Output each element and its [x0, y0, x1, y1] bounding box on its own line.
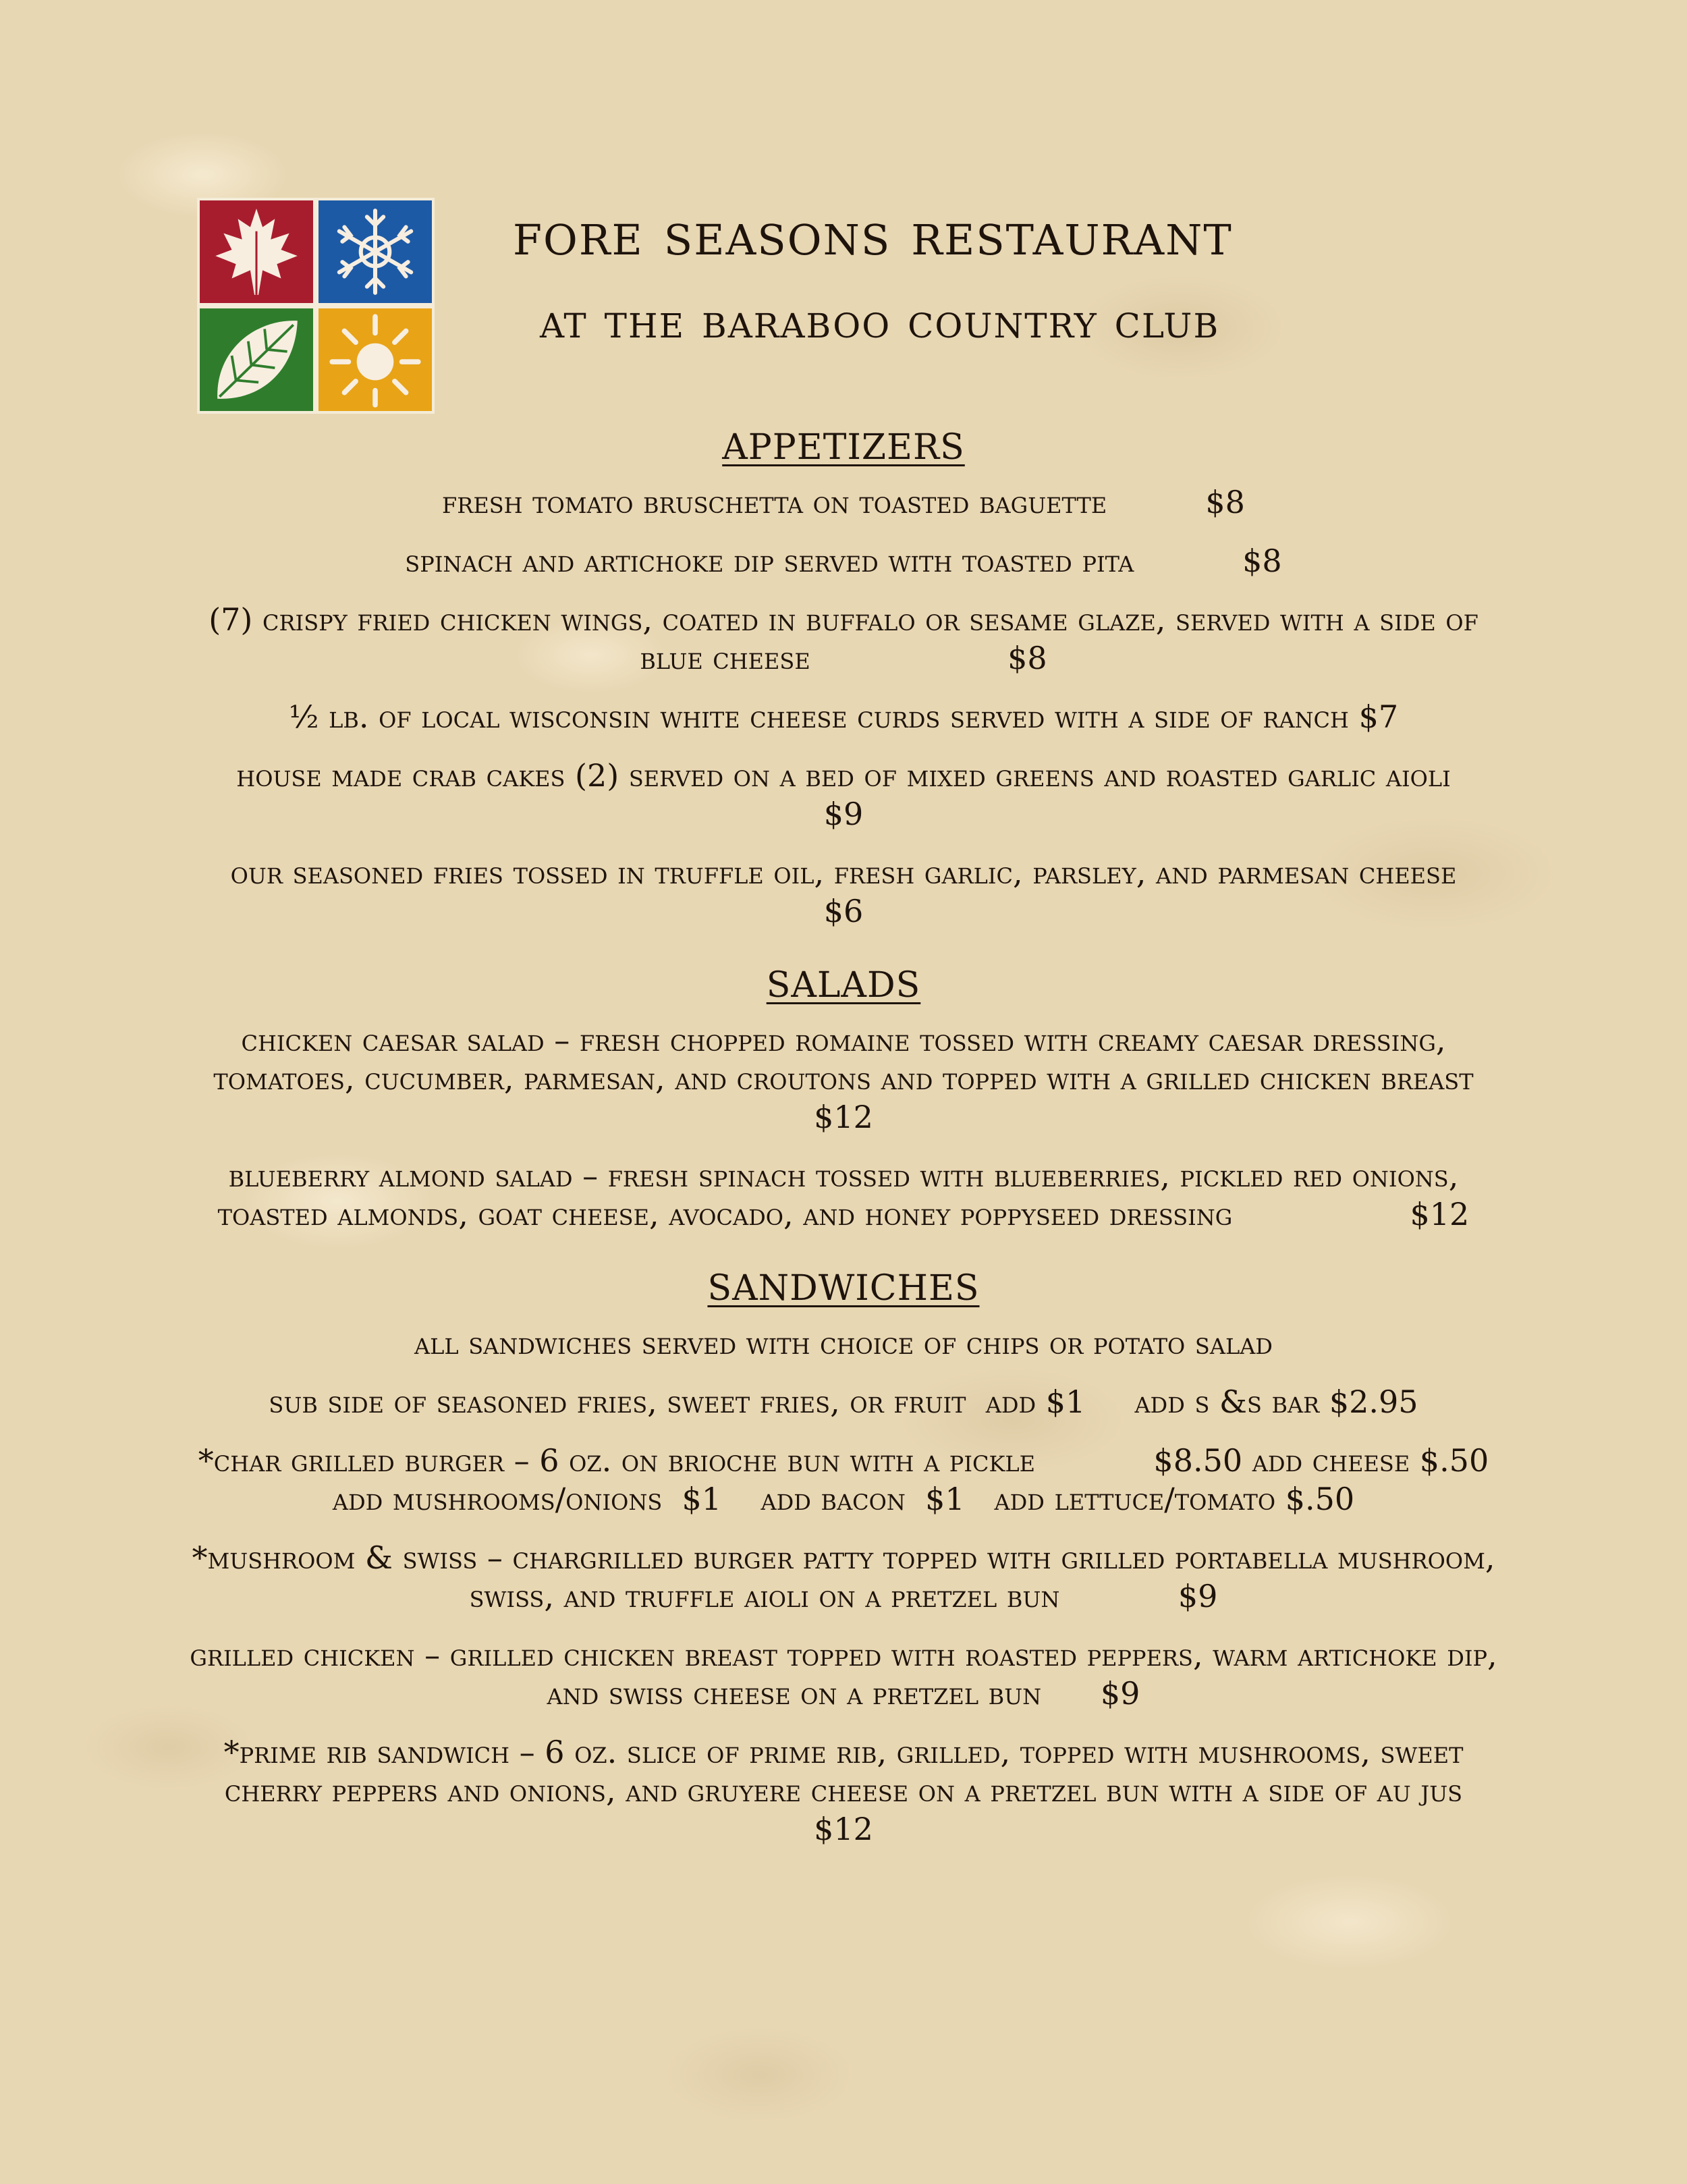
- appetizers-heading: appetizers: [722, 413, 965, 471]
- restaurant-subtitle: at the baraboo country club: [540, 292, 1220, 349]
- sandwiches-section: [189, 1254, 1522, 1849]
- menu-content: [189, 404, 1649, 1869]
- menu-item: fresh tomato bruschetta on toasted baguette $8: [442, 484, 1245, 520]
- menu-item: (7) crispy fried chicken wings, coated in buffalo or sesame glaze, served with a side of blue cheese $8: [209, 601, 1489, 676]
- menu-item: *prime rib sandwich – 6 oz. slice of prime rib, grilled, topped with mushrooms, sweet cherry peppers and onions, and gruyere cheese on a pretzel bun with a side of au jus $12: [223, 1734, 1522, 1847]
- menu-item: our seasoned fries tossed in truffle oil, fresh garlic, parsley, and parmesan cheese $6: [230, 854, 1595, 929]
- sandwiches-heading: sandwiches: [707, 1254, 980, 1312]
- menu-item: chicken caesar salad – fresh chopped romaine tossed with creamy caesar dressing, tomatoes, cucumber, parmesan, and croutons and topped with a grilled chicken breast $12: [213, 1022, 1523, 1135]
- appetizers-section: [189, 413, 1649, 931]
- maple-leaf-icon: [200, 200, 313, 303]
- leaf-icon: [200, 308, 313, 411]
- menu-item: *mushroom & swiss – chargrilled burger patty topped with grilled portabella mushroom, swiss, and truffle aioli on a pretzel bun $9: [192, 1539, 1505, 1614]
- salads-heading: salads: [766, 951, 921, 1009]
- leaf-tile: [200, 308, 313, 411]
- sun-tile: [319, 308, 432, 411]
- menu-item: *char grilled burger – 6 oz. on brioche bun with a pickle $8.50 add cheese $.50 add mushrooms/onions $1 add bacon $1 add lettuce/tomato $.50: [198, 1442, 1519, 1517]
- menu-item: sub side of seasoned fries, sweet fries, or fruit add $1 add s &s bar $2.95: [269, 1384, 1418, 1420]
- snowflake-tile: [319, 200, 432, 303]
- maple-leaf-tile: [200, 200, 313, 303]
- menu-item: spinach and artichoke dip served with toasted pita $8: [405, 543, 1282, 579]
- menu-item: grilled chicken – grilled chicken breast topped with roasted peppers, warm artichoke dip, and swiss cheese on a pretzel bun $9: [190, 1637, 1508, 1712]
- menu-item: house made crab cakes (2) served on a bed of mixed greens and roasted garlic aioli $9: [236, 757, 1649, 832]
- restaurant-title: fore seasons restaurant: [513, 199, 1233, 269]
- snowflake-icon: [319, 200, 432, 303]
- restaurant-logo: [197, 198, 435, 414]
- menu-item: blueberry almond salad – fresh spinach tossed with blueberries, pickled red onions, toasted almonds, goat cheese, avocado, and honey poppyseed dressing $12: [217, 1157, 1470, 1232]
- menu-item: ½ lb. of local wisconsin white cheese curds served with a side of ranch $7: [288, 699, 1399, 735]
- menu-item: all sandwiches served with choice of chips or potato salad: [414, 1325, 1273, 1361]
- sun-icon: [319, 308, 432, 411]
- salads-section: [189, 951, 1523, 1234]
